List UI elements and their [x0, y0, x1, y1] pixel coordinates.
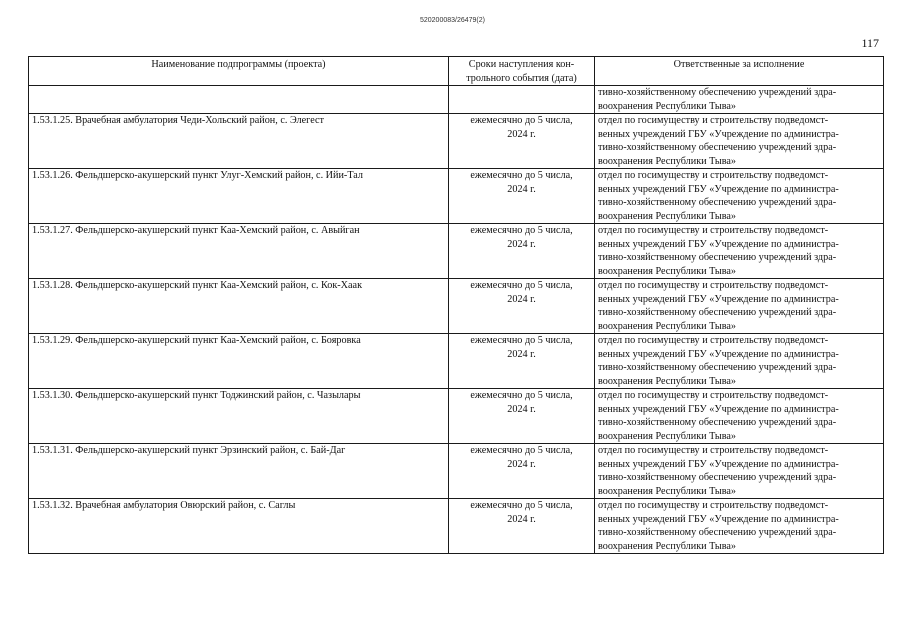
responsible-line: воохранения Республики Тыва»	[598, 210, 736, 222]
name-cell	[29, 86, 449, 114]
responsible-line: тивно-хозяйственному обеспечению учреждений здра-	[598, 527, 837, 538]
table-row	[29, 334, 884, 389]
term-cell	[449, 86, 595, 114]
page-number: 117	[861, 36, 879, 50]
term-cell	[449, 224, 595, 279]
term-cell	[449, 279, 595, 334]
responsible-cell	[595, 334, 884, 389]
responsible-line: воохранения Республики Тыва»	[598, 540, 736, 552]
responsible-line: венных учреждений ГБУ «Учреждение по администра-	[598, 403, 839, 415]
name-cell: 1.53.1.29. Фельдшерско-акушерский пункт Каа-Хемский район, с. Бояровка	[29, 334, 449, 389]
term-line: ежемесячно до 5 числа,	[470, 280, 573, 291]
subprogram-table	[28, 56, 884, 554]
responsible-line: отдел по госимуществу и строительству подведомст-	[598, 500, 829, 511]
responsible-line: отдел по госимуществу и строительству подведомст-	[598, 225, 829, 236]
responsible-line: воохранения Республики Тыва»	[598, 265, 736, 277]
responsible-line: тивно-хозяйственному обеспечению учреждений здра-	[598, 197, 837, 208]
responsible-cell	[595, 169, 884, 224]
name-cell: 1.53.1.26. Фельдшерско-акушерский пункт Улуг-Хемский район, с. Ийи-Тал	[29, 169, 449, 224]
term-line: 2024 г.	[507, 458, 536, 470]
term-line: ежемесячно до 5 числа,	[470, 445, 573, 456]
table-row	[29, 499, 884, 554]
responsible-cell	[595, 389, 884, 444]
responsible-cell	[595, 444, 884, 499]
table-row	[29, 279, 884, 334]
name-cell: 1.53.1.32. Врачебная амбулатория Овюрский район, с. Саглы	[29, 499, 449, 554]
name-cell: 1.53.1.28. Фельдшерско-акушерский пункт Каа-Хемский район, с. Кок-Хаак	[29, 279, 449, 334]
term-cell	[449, 499, 595, 554]
responsible-line: тивно-хозяйственному обеспечению учреждений здра-	[598, 417, 837, 428]
responsible-line: тивно-хозяйственному обеспечению учреждений здра-	[598, 87, 837, 98]
table-row	[29, 444, 884, 499]
term-line: ежемесячно до 5 числа,	[470, 390, 573, 401]
table-row	[29, 224, 884, 279]
responsible-line: отдел по госимуществу и строительству подведомст-	[598, 335, 829, 346]
responsible-line: воохранения Республики Тыва»	[598, 155, 736, 167]
responsible-line: венных учреждений ГБУ «Учреждение по администра-	[598, 238, 839, 250]
responsible-line: венных учреждений ГБУ «Учреждение по администра-	[598, 458, 839, 470]
responsible-cell	[595, 86, 884, 114]
name-cell: 1.53.1.27. Фельдшерско-акушерский пункт Каа-Хемский район, с. Авыйган	[29, 224, 449, 279]
term-cell	[449, 389, 595, 444]
name-cell: 1.53.1.25. Врачебная амбулатория Чеди-Хольский район, с. Элегест	[29, 114, 449, 169]
term-line: ежемесячно до 5 числа,	[470, 500, 573, 511]
responsible-line: венных учреждений ГБУ «Учреждение по администра-	[598, 513, 839, 525]
term-line: 2024 г.	[507, 348, 536, 360]
term-line: 2024 г.	[507, 293, 536, 305]
responsible-line: воохранения Республики Тыва»	[598, 320, 736, 332]
term-cell	[449, 114, 595, 169]
table-header-row	[29, 57, 884, 86]
responsible-line: воохранения Республики Тыва»	[598, 100, 736, 112]
responsible-line: отдел по госимуществу и строительству подведомст-	[598, 170, 829, 181]
responsible-line: воохранения Республики Тыва»	[598, 485, 736, 497]
responsible-cell	[595, 279, 884, 334]
responsible-line: тивно-хозяйственному обеспечению учреждений здра-	[598, 252, 837, 263]
table-row	[29, 389, 884, 444]
responsible-line: отдел по госимуществу и строительству подведомст-	[598, 445, 829, 456]
responsible-line: венных учреждений ГБУ «Учреждение по администра-	[598, 348, 839, 360]
responsible-line: отдел по госимуществу и строительству подведомст-	[598, 390, 829, 401]
responsible-line: отдел по госимуществу и строительству подведомст-	[598, 280, 829, 291]
term-line: ежемесячно до 5 числа,	[470, 115, 573, 126]
term-cell	[449, 444, 595, 499]
header-name-column: Наименование подпрограммы (проекта)	[29, 57, 449, 86]
responsible-line: тивно-хозяйственному обеспечению учреждений здра-	[598, 362, 837, 373]
responsible-line: тивно-хозяйственному обеспечению учреждений здра-	[598, 472, 837, 483]
table-row	[29, 114, 884, 169]
name-cell: 1.53.1.30. Фельдшерско-акушерский пункт Тоджинский район, с. Чазылары	[29, 389, 449, 444]
term-line: 2024 г.	[507, 128, 536, 140]
term-line: 2024 г.	[507, 513, 536, 525]
header-term-line: трольного события (дата)	[466, 72, 577, 84]
responsible-line: венных учреждений ГБУ «Учреждение по администра-	[598, 183, 839, 195]
document-code: 520200083/26479(2)	[419, 17, 485, 24]
term-line: ежемесячно до 5 числа,	[470, 170, 573, 181]
name-cell: 1.53.1.31. Фельдшерско-акушерский пункт Эрзинский район, с. Бай-Даг	[29, 444, 449, 499]
responsible-line: воохранения Республики Тыва»	[598, 430, 736, 442]
responsible-cell	[595, 114, 884, 169]
term-cell	[449, 334, 595, 389]
responsible-line: тивно-хозяйственному обеспечению учреждений здра-	[598, 142, 837, 153]
header-term-line: Сроки наступления кон-	[468, 59, 575, 70]
responsible-line: венных учреждений ГБУ «Учреждение по администра-	[598, 128, 839, 140]
responsible-cell	[595, 499, 884, 554]
responsible-line: воохранения Республики Тыва»	[598, 375, 736, 387]
responsible-line: тивно-хозяйственному обеспечению учреждений здра-	[598, 307, 837, 318]
responsible-cell	[595, 224, 884, 279]
table-row	[29, 169, 884, 224]
header-responsible-column: Ответственные за исполнение	[595, 57, 884, 86]
term-line: 2024 г.	[507, 403, 536, 415]
term-cell	[449, 169, 595, 224]
term-line: 2024 г.	[507, 238, 536, 250]
header-term-column	[449, 57, 595, 86]
term-line: ежемесячно до 5 числа,	[470, 335, 573, 346]
responsible-line: отдел по госимуществу и строительству подведомст-	[598, 115, 829, 126]
responsible-line: венных учреждений ГБУ «Учреждение по администра-	[598, 293, 839, 305]
table-row-continuation	[29, 86, 884, 114]
term-line: ежемесячно до 5 числа,	[470, 225, 573, 236]
term-line: 2024 г.	[507, 183, 536, 195]
